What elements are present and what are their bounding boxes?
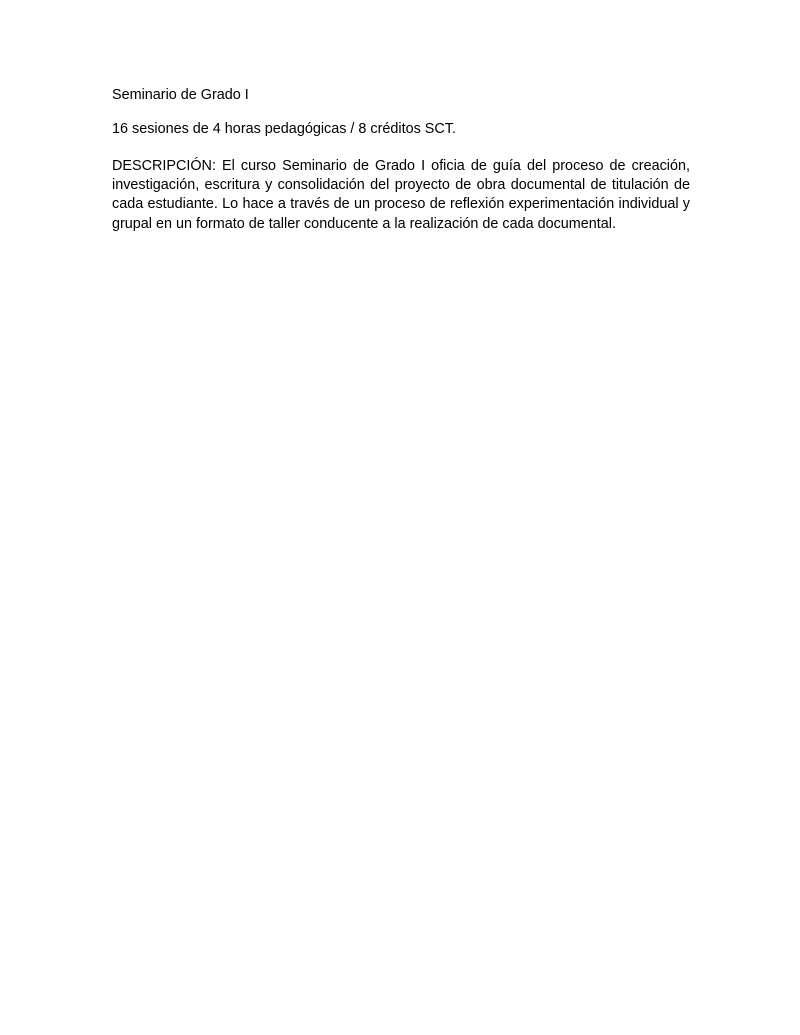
course-sessions-credits: 16 sesiones de 4 horas pedagógicas / 8 créditos SCT. [112, 121, 456, 138]
course-description: DESCRIPCIÓN: El curso Seminario de Grado I oficia de guía del proceso de creación, investigación, escritura y consolidación del proyecto de obra documental de titulación de cada estudiante. Lo hace a través de un proceso de reflexión experimentación individual y grupal en un formato de taller conducente a la realización de cada documental. [112, 157, 690, 232]
document-content [112, 88, 690, 234]
course-title: Seminario de Grado I [112, 87, 249, 103]
